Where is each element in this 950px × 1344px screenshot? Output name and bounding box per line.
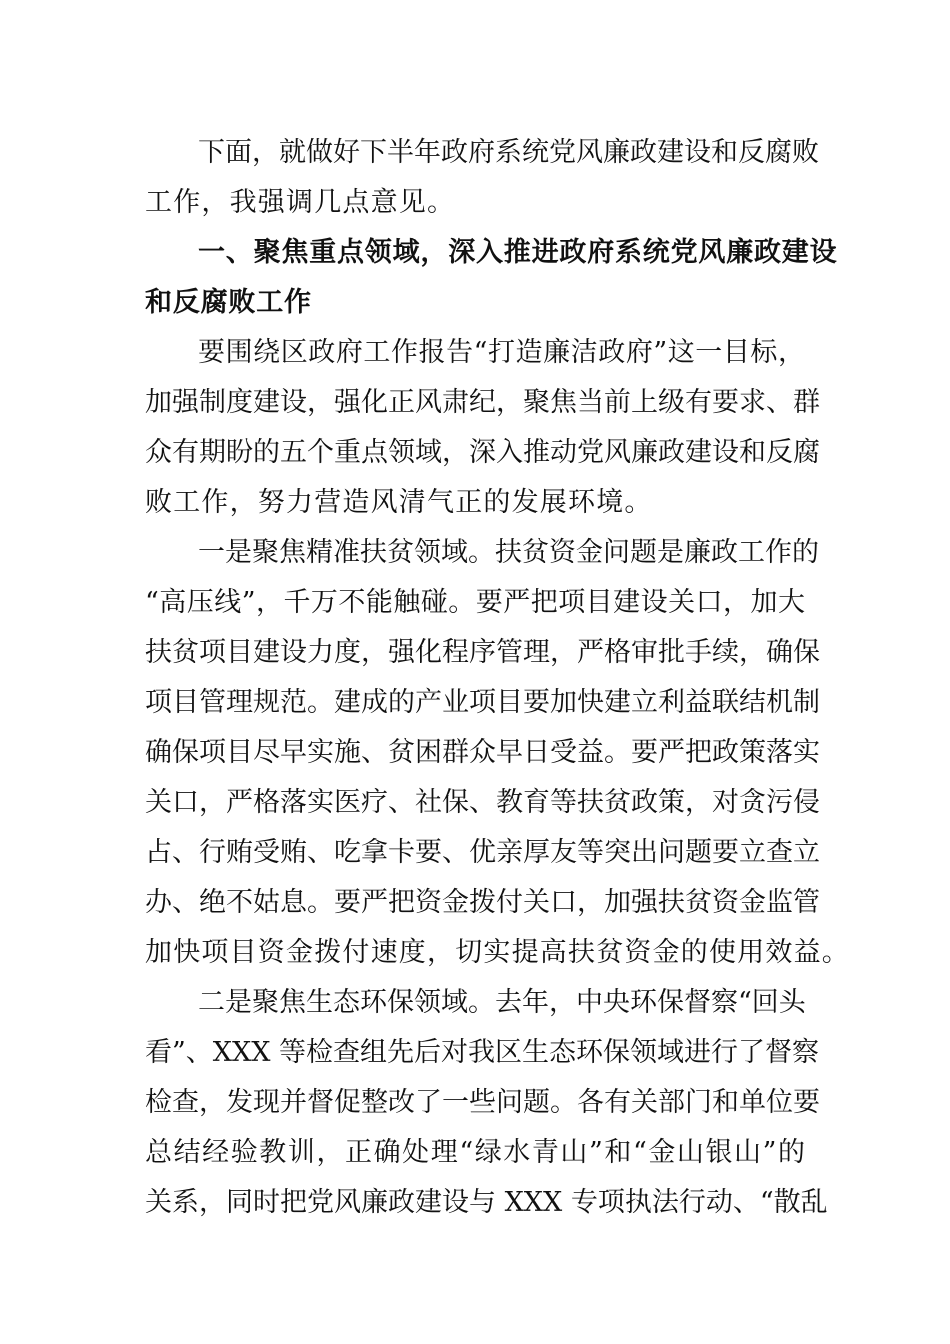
- paragraph-line: 项目管理规范。建成的产业项目要加快建立利益联结机制: [145, 687, 820, 718]
- paragraph-line: 下面，就做好下半年政府系统党风廉政建设和反腐败: [198, 137, 819, 168]
- paragraph-line: 看”、XXX 等检查组先后对我区生态环保领域进行了督察: [145, 1037, 820, 1068]
- paragraph-line: 办、绝不姑息。要严把资金拨付关口，加强扶贫资金监管: [145, 887, 820, 918]
- paragraph-line: 加快项目资金拨付速度，切实提高扶贫资金的使用效益。: [145, 937, 850, 968]
- paragraph-line: “高压线”，千万不能触碰。要严把项目建设关口，加大: [145, 587, 805, 618]
- paragraph-line: 扶贫项目建设力度，强化程序管理，严格审批手续，确保: [145, 637, 820, 668]
- section-heading-line: 和反腐败工作: [145, 287, 312, 318]
- paragraph-line: 众有期盼的五个重点领域，深入推动党风廉政建设和反腐: [145, 437, 820, 468]
- section-heading-line: 一、聚焦重点领域，深入推进政府系统党风廉政建设: [198, 237, 838, 268]
- paragraph-line: 要围绕区政府工作报告“打造廉洁政府”这一目标，: [198, 337, 805, 368]
- paragraph-line: 败工作，努力营造风清气正的发展环境。: [145, 487, 653, 518]
- paragraph-line: 二是聚焦生态环保领域。去年，中央环保督察“回头: [198, 987, 806, 1018]
- paragraph-line: 确保项目尽早实施、贫困群众早日受益。要严把政策落实: [145, 737, 820, 768]
- paragraph-line: 关系，同时把党风廉政建设与 XXX 专项执法行动、“散乱: [145, 1187, 828, 1218]
- paragraph-line: 总结经验教训，正确处理“绿水青山”和“金山银山”的: [145, 1137, 805, 1168]
- paragraph-line: 加强制度建设，强化正风肃纪，聚焦当前上级有要求、群: [145, 387, 820, 418]
- paragraph-line: 关口，严格落实医疗、社保、教育等扶贫政策，对贪污侵: [145, 787, 820, 818]
- paragraph-line: 占、行贿受贿、吃拿卡要、优亲厚友等突出问题要立查立: [145, 837, 820, 868]
- paragraph-line: 检查，发现并督促整改了一些问题。各有关部门和单位要: [145, 1087, 820, 1118]
- paragraph-line: 一是聚焦精准扶贫领域。扶贫资金问题是廉政工作的: [198, 537, 819, 568]
- paragraph-line: 工作，我强调几点意见。: [145, 187, 456, 218]
